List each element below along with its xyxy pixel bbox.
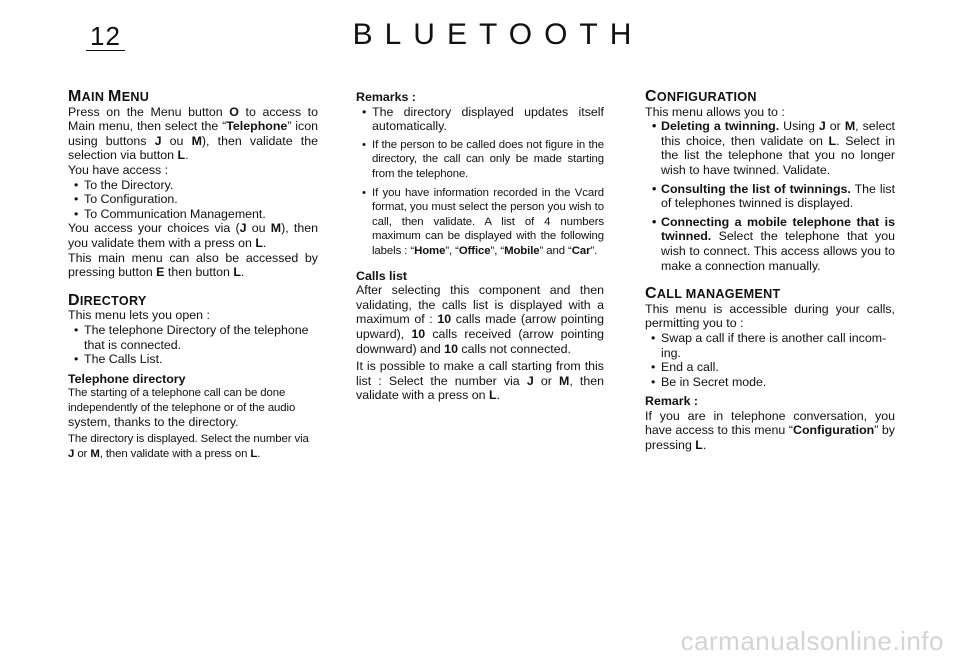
- remarks-list: [356, 105, 604, 259]
- directory-paragraph-1a: The starting of a telephone call can be done: [68, 387, 286, 400]
- list-item: • To Configuration.: [68, 192, 318, 207]
- list-item: • Swap a call if there is another call incom-ing.: [645, 331, 895, 360]
- column-left: [68, 90, 318, 461]
- directory-list: [68, 323, 318, 367]
- directory-intro: This menu lets you open :: [68, 308, 210, 323]
- remark-heading: Remark :: [645, 394, 699, 409]
- list-item: • If the person to be called does not figure in the directory, the call can only be made starting from the telephone.: [356, 138, 604, 182]
- telephone-directory-subheading: Telephone directory: [68, 371, 186, 386]
- call-management-intro: This menu is accessible during your calls, permitting you to :: [645, 301, 895, 331]
- directory-paragraph-2: The directory is displayed. Select the number via J or M, then validate with a press on L.: [68, 433, 309, 460]
- main-menu-access-intro: You have access :: [68, 162, 169, 177]
- main-menu-paragraph-1: Press on the Menu button O to access to Main menu, then select the “Telephone” icon using buttons J ou M), then validate the selection via button L.: [68, 104, 318, 163]
- calls-list-subheading: Calls list: [356, 268, 407, 283]
- section-heading-main-menu: MAIN MENU: [68, 88, 150, 105]
- section-heading-call-management: CALL MANAGEMENT: [645, 285, 781, 303]
- calls-list-paragraph-2: It is possible to make a call starting from this list : Select the number via J or M, then validate with a press on L.: [356, 359, 604, 403]
- list-item: • The directory displayed updates itself automatically.: [356, 105, 604, 134]
- main-menu-list: [68, 178, 318, 222]
- remark-paragraph: If you are in telephone conversation, you have access to this menu “Configuration” by pressing L.: [645, 408, 895, 453]
- list-item: • Consulting the list of twinnings. The list of telephones twinned is displayed.: [645, 182, 895, 211]
- page-title: BLUETOOTH: [352, 18, 644, 51]
- page-number: 12: [86, 22, 125, 51]
- directory-paragraph-1b: independently of the telephone or of the audio: [68, 401, 296, 414]
- list-item: • End a call.: [645, 360, 895, 375]
- section-heading-configuration: CONFIGURATION: [645, 88, 757, 105]
- list-item: • The telephone Directory of the telephone that is connected.: [68, 323, 318, 352]
- call-management-list: [645, 331, 895, 389]
- directory-paragraph-1c: system, thanks to the directory.: [68, 415, 239, 430]
- list-item: • To the Directory.: [68, 178, 318, 193]
- list-item: • The Calls List.: [68, 352, 318, 367]
- main-menu-paragraph-3: This main menu can also be accessed by pressing button E then button L.: [68, 250, 318, 280]
- list-item: • Be in Secret mode.: [645, 375, 895, 390]
- calls-list-paragraph-1: After selecting this component and then validating, the calls list is displayed with a maximum of : 10 calls made (arrow pointing upward), 10 calls received (arrow pointing downward) and 10 calls not connected.: [356, 283, 605, 356]
- configuration-list: [645, 119, 895, 273]
- list-item: • To Communication Management.: [68, 207, 318, 222]
- remarks-heading: Remarks :: [356, 90, 416, 104]
- watermark: carmanualsonline.info: [680, 626, 944, 656]
- column-right: [645, 90, 895, 453]
- main-menu-paragraph-2: You access your choices via (J ou M), then you validate them with a press on L.: [68, 221, 318, 250]
- list-item: • If you have information recorded in the Vcard format, you must select the person you wish to call, then validate. A list of 4 numbers maximum can be displayed with the following labels : “Home”, “Office”, “Mobile” and “Car”.: [356, 186, 604, 259]
- list-item: • Connecting a mobile telephone that is twinned. Select the telephone that you wish to connect. This access allows you to make a connection manually.: [645, 215, 895, 273]
- column-middle: [356, 90, 604, 403]
- configuration-intro: This menu allows you to :: [645, 104, 785, 119]
- list-item: • Deleting a twinning. Using J or M, select this choice, then validate on L. Select in the list the telephone that you no longer wish to have twinned. Validate.: [645, 119, 895, 177]
- section-heading-directory: DIRECTORY: [68, 291, 147, 309]
